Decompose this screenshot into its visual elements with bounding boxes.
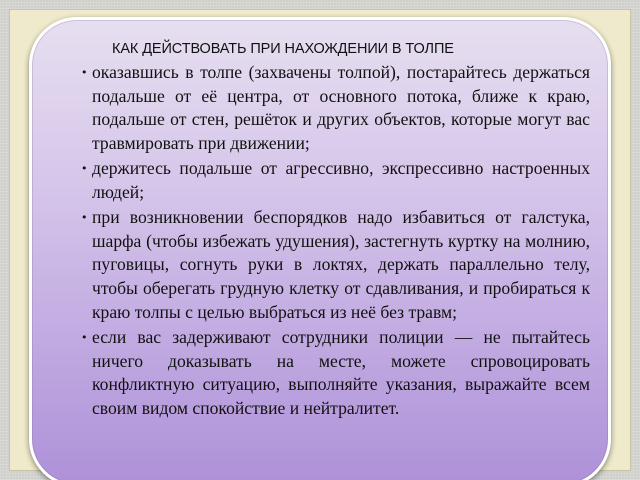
bullet-dot-icon: • [81,66,88,79]
list-item-text: при возникновении беспорядков надо избавиться от галстука, шарфа (чтобы избежать удушения), застегнуть куртку на молнию, пуговицы, согнуть руки в локтях, держать параллельно телу, чтобы оберегать грудную клетку от сдавливания, и пробираться к краю толпы с целью выбраться из неё без травм; [92,207,590,322]
bullet-list [70,61,590,420]
slide-content [70,38,590,422]
bullet-dot-icon: • [81,211,88,225]
list-item [70,61,590,155]
bullet-dot-icon: • [81,162,88,176]
list-item [70,206,590,324]
list-item-text: если вас задерживают сотрудники полиции — не пытайтесь ничего доказывать на месте, можете спровоцировать конфликтную ситуацию, выполняйте указания, выражайте всем своим видом спокойствие и нейтралитет. [92,326,590,418]
list-item [70,157,590,204]
list-item-text: оказавшись в толпе (захвачены толпой), постарайтесь держаться подальше от её центра, от основного потока, ближе к краю, подальше от стен, решёток и других объектов, которые могут вас травмировать при движении; [92,62,590,153]
list-item [70,326,590,420]
slide-title: КАК ДЕЙСТВОВАТЬ ПРИ НАХОЖДЕНИИ В ТОЛПЕ [112,41,454,57]
bullet-dot-icon: • [81,330,88,344]
list-item-text: держитесь подальше от агрессивно, экспрессивно настроенных людей; [92,158,590,202]
